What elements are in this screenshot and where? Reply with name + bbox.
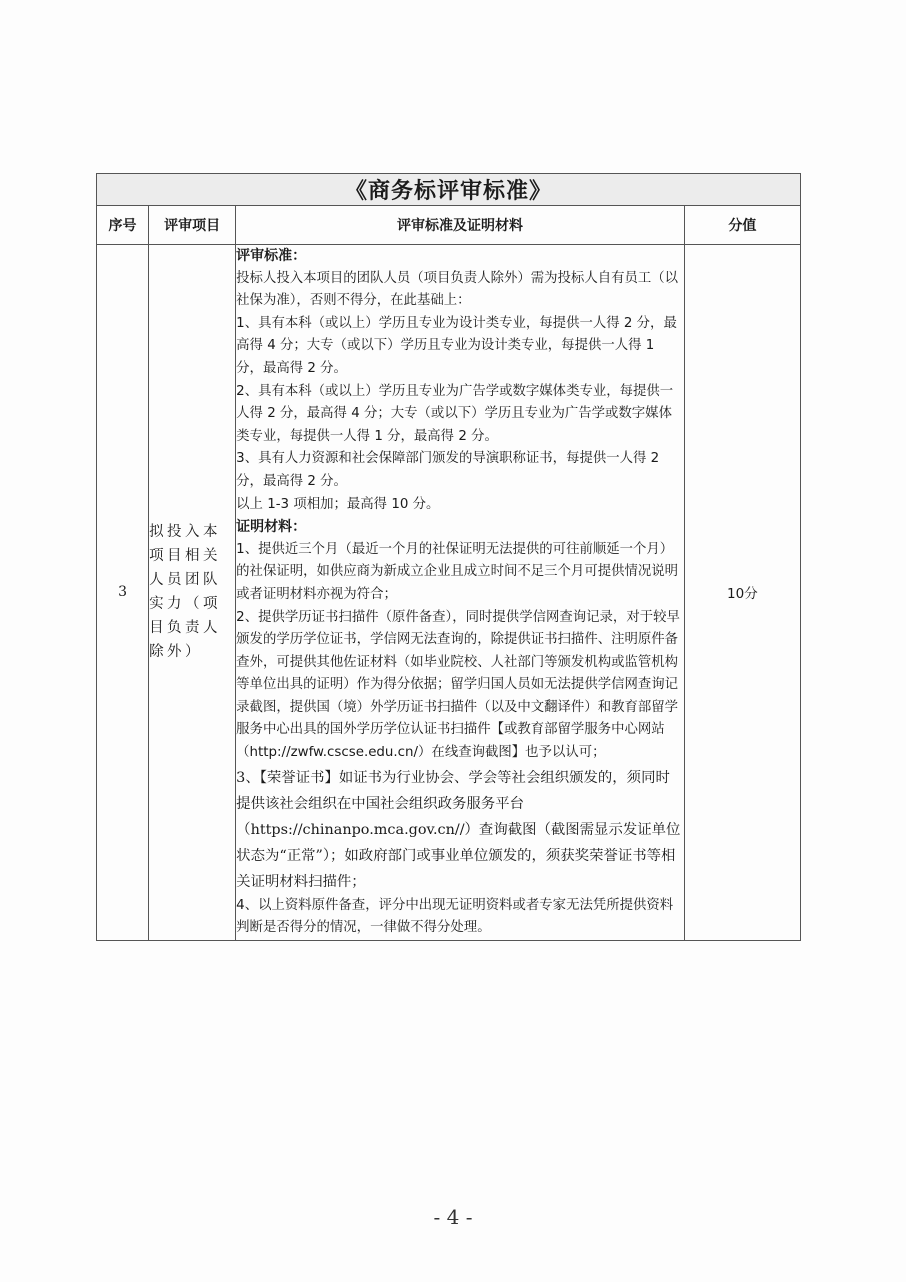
criteria-item-2: 2、具有本科（或以上）学历且专业为广告学或数字媒体类专业，每提供一人得 2 分，最高得 4 分；大专（或以下）学历且专业为广告学或数字媒体类专业，每提供一人得 1 分，最高得 2 分。 (236, 383, 674, 444)
table-header-row (97, 206, 801, 245)
review-criteria-table (96, 173, 801, 941)
row-item: 拟投入本项目相关人员团队实力（项目负责人除外） (149, 245, 236, 941)
header-score: 分值 (684, 206, 800, 245)
table-row (97, 245, 801, 941)
criteria-summary: 以上 1-3 项相加；最高得 10 分。 (236, 496, 440, 512)
criteria-item-1: 1、具有本科（或以上）学历且专业为设计类专业，每提供一人得 2 分，最高得 4 分；大专（或以下）学历且专业为设计类专业，每提供一人得 1 分，最高得 2 分。 (236, 315, 677, 376)
table-title: 《商务标评审标准》 (97, 174, 801, 206)
materials-heading: 证明材料： (236, 519, 307, 536)
criteria-intro: 投标人投入本项目的团队人员（项目负责人除外）需为投标人自有员工（以社保为准），否则不得分，在此基础上： (236, 270, 679, 309)
materials-item-3: 3、【荣誉证书】如证书为行业协会、学会等社会组织颁发的，须同时提供该社会组织在中国社会组织政务服务平台（https://chinanpo.mca.gov.cn//）查询截图（截图需显示发证单位状态为“正常”）；如政府部门或事业单位颁发的，须获奖荣誉证书等相关证明材料扫描件； (236, 769, 681, 890)
row-score: 10分 (684, 245, 800, 941)
materials-item-4: 4、以上资料原件备查，评分中出现无证明资料或者专家无法凭所提供资料判断是否得分的情况，一律做不得分处理。 (236, 897, 674, 936)
header-item: 评审项目 (149, 206, 236, 245)
criteria-heading: 评审标准： (236, 248, 307, 264)
page-number: - 4 - (433, 1205, 473, 1229)
criteria-item-3: 3、具有人力资源和社会保障部门颁发的导演职称证书，每提供一人得 2 分，最高得 2 分。 (236, 451, 660, 489)
materials-item-2: 2、提供学历证书扫描件（原件备查），同时提供学信网查询记录，对于较早颁发的学历学位证书，学信网无法查询的，除提供证书扫描件、注明原件备查外，可提供其他佐证材料（如毕业院校、人社部门等颁发机构或监管机构等单位出具的证明）作为得分依据；留学归国人员如无法提供学信网查询记录截图，提供国（境）外学历证书扫描件（以及中文翻译件）和教育部留学服务中心出具的国外学历学位认证书扫描件【或教育部留学服务中心网站（http://zwfw.cscse.edu.cn/）在线查询截图】也予以认可； (236, 609, 680, 761)
header-no: 序号 (97, 206, 149, 245)
row-standard (236, 245, 685, 941)
materials-item-1: 1、提供近三个月（最近一个月的社保证明无法提供的可往前顺延一个月）的社保证明，如供应商为新成立企业且成立时间不足三个月可提供情况说明或者证明材料亦视为符合； (236, 541, 679, 602)
row-number: 3 (97, 245, 149, 941)
header-standard: 评审标准及证明材料 (236, 206, 685, 245)
table-title-row (97, 174, 801, 206)
